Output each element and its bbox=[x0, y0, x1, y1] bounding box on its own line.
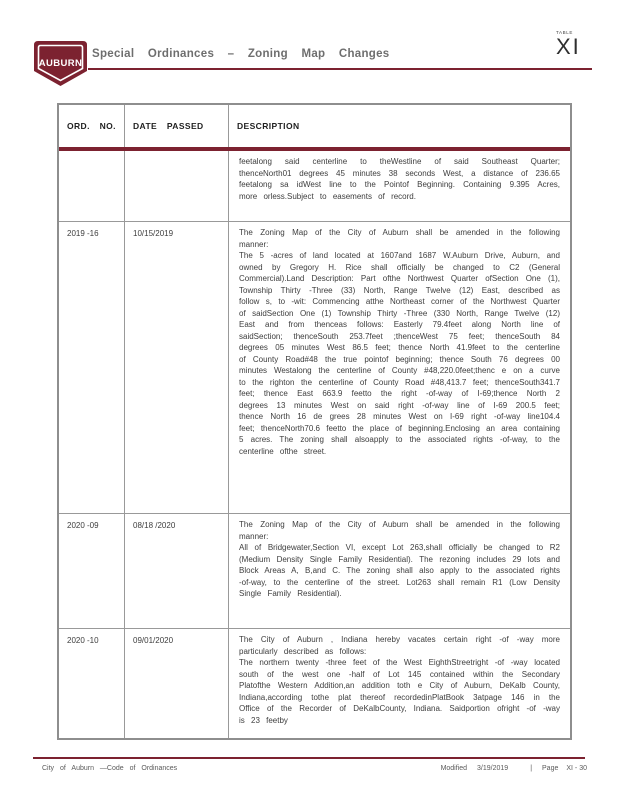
ord-no-cell: 2020 -10 bbox=[59, 629, 125, 738]
table-row bbox=[59, 151, 570, 221]
page-footer bbox=[42, 765, 587, 772]
table-badge bbox=[556, 30, 581, 59]
ord-no-cell: 2020 -09 bbox=[59, 514, 125, 628]
page-title: Special Ordinances – Zoning Map Changes bbox=[92, 48, 390, 60]
ord-no-cell bbox=[59, 151, 125, 221]
page-number: XI - 30 bbox=[566, 765, 587, 772]
auburn-logo bbox=[33, 40, 88, 87]
title-underline bbox=[88, 68, 592, 70]
description-cell bbox=[229, 151, 570, 221]
description-paragraph: The Zoning Map of the City of Auburn shall be amended in the following manner: bbox=[239, 228, 560, 249]
footer-separator: | bbox=[530, 765, 533, 772]
description-paragraph: The City of Auburn , Indiana hereby vacates certain right -of -way more particularly described as follows: bbox=[239, 635, 560, 656]
description-paragraph: All of Bridgewater,Section VI, except Lot 263,shall officially be changed to R2 (Medium Density Single Family Residential). The rezoning includes 29 lots and Block Areas A, B,and C. The zoning shall also apply to the associated rights -of-way, to the centerline of the street. Lot263 shall remain R1 (Low Density Single Family Residential). bbox=[239, 543, 560, 598]
table-row bbox=[59, 221, 570, 513]
footer-meta bbox=[441, 765, 587, 772]
column-header-description: DESCRIPTION bbox=[237, 121, 300, 131]
page-label: Page bbox=[542, 765, 559, 772]
table-row bbox=[59, 628, 570, 738]
date-passed-cell: 09/01/2020 bbox=[125, 629, 229, 738]
modified-date: 3/19/2019 bbox=[477, 765, 509, 772]
description-cell bbox=[229, 629, 570, 738]
description-cell bbox=[229, 514, 570, 628]
description-paragraph: The 5 -acres of land located at 1607and 1687 W.Auburn Drive, Auburn, and owned by Gregory H. Rice shall officially be changed to C2 (General Commercial).Land Description: Part ofthe Northwest Quarter ofSection One (1), Township Thirty -Three (33) North, Range Twelve (12) East, described as follow s, to -wit: Commencing atthe Northeast corner of the Northwest Quarter of saidSection One (1) Township Thirty -Three (330 North, Range Twelve (12) East and from thenceas follows: Easterly 79.4feet along North line of saidSection; thenceSouth 253.7feet ;thenceWest 75 feet; thenceSouth 84 degrees 05 minutes West 86.5 feet; thence North 41.9feet to the centerline of County Road#48 the true pointof beginning; thence South 76 degrees 00 minutes Westalong the centerline of County #48,220.0feet;thenc e on a curve to the righton the centerline of County Road #48,413.7 feet; thenceSouth341.7 feet; thence East 663.9 feetto the right -of-way of I-69;thence North 2 degrees 13 minutes West on said right -of-way line of I-69 200.5 feet; thence North 16 de grees 28 minutes West on I-69 right -of-way line104.4 feet; thenceNorth70.6 feetto the place of beginning.Enclosing an area containing 5 acres. The zoning shall alsoapply to the associated rights -of-way, to the centerline ofthe street. bbox=[239, 251, 560, 456]
table-badge-label: TABLE bbox=[556, 30, 573, 35]
table-badge-number: XI bbox=[556, 34, 581, 59]
column-header-date-passed: DATE PASSED bbox=[125, 105, 229, 147]
ordinance-table bbox=[57, 103, 572, 740]
table-header-row bbox=[59, 105, 570, 147]
auburn-shield-icon bbox=[33, 40, 88, 87]
footer-rule bbox=[33, 757, 585, 759]
description-paragraph: The Zoning Map of the City of Auburn shall be amended in the following manner: bbox=[239, 520, 560, 541]
date-passed-cell: 08/18 /2020 bbox=[125, 514, 229, 628]
ord-no-cell: 2019 -16 bbox=[59, 222, 125, 513]
description-paragraph: feetalong said centerline to theWestline of said Southeast Quarter; thenceNorth01 degrees 45 minutes 38 seconds West, a distance of 236.65 feetalong sa idWest line to the Pointof Beginning. Containing 9.395 Acres, more orless.Subject to easements of record. bbox=[239, 157, 560, 201]
date-passed-cell bbox=[125, 151, 229, 221]
footer-document-title: City of Auburn —Code of Ordinances bbox=[42, 765, 178, 772]
description-paragraph: The northern twenty -three feet of the West EighthStreetright -of -way located south of the west one -half of Lot 145 contained within the Secondary Platofthe Western Addition,an addition toth e City of Auburn, DeKalb County, Indiana,according tothe plat thereof recordedinPlatBook 3atpage 146 in the Office of the Recorder of DeKalbCounty, Indiana. Saidportion ofright -of -way is 23 feetby bbox=[239, 658, 560, 725]
description-cell bbox=[229, 222, 570, 513]
table-row bbox=[59, 513, 570, 628]
modified-label: Modified bbox=[440, 765, 468, 772]
logo-text: AUBURN bbox=[38, 58, 83, 69]
date-passed-cell: 10/15/2019 bbox=[125, 222, 229, 513]
column-header-ord-no: ORD. NO. bbox=[59, 105, 125, 147]
